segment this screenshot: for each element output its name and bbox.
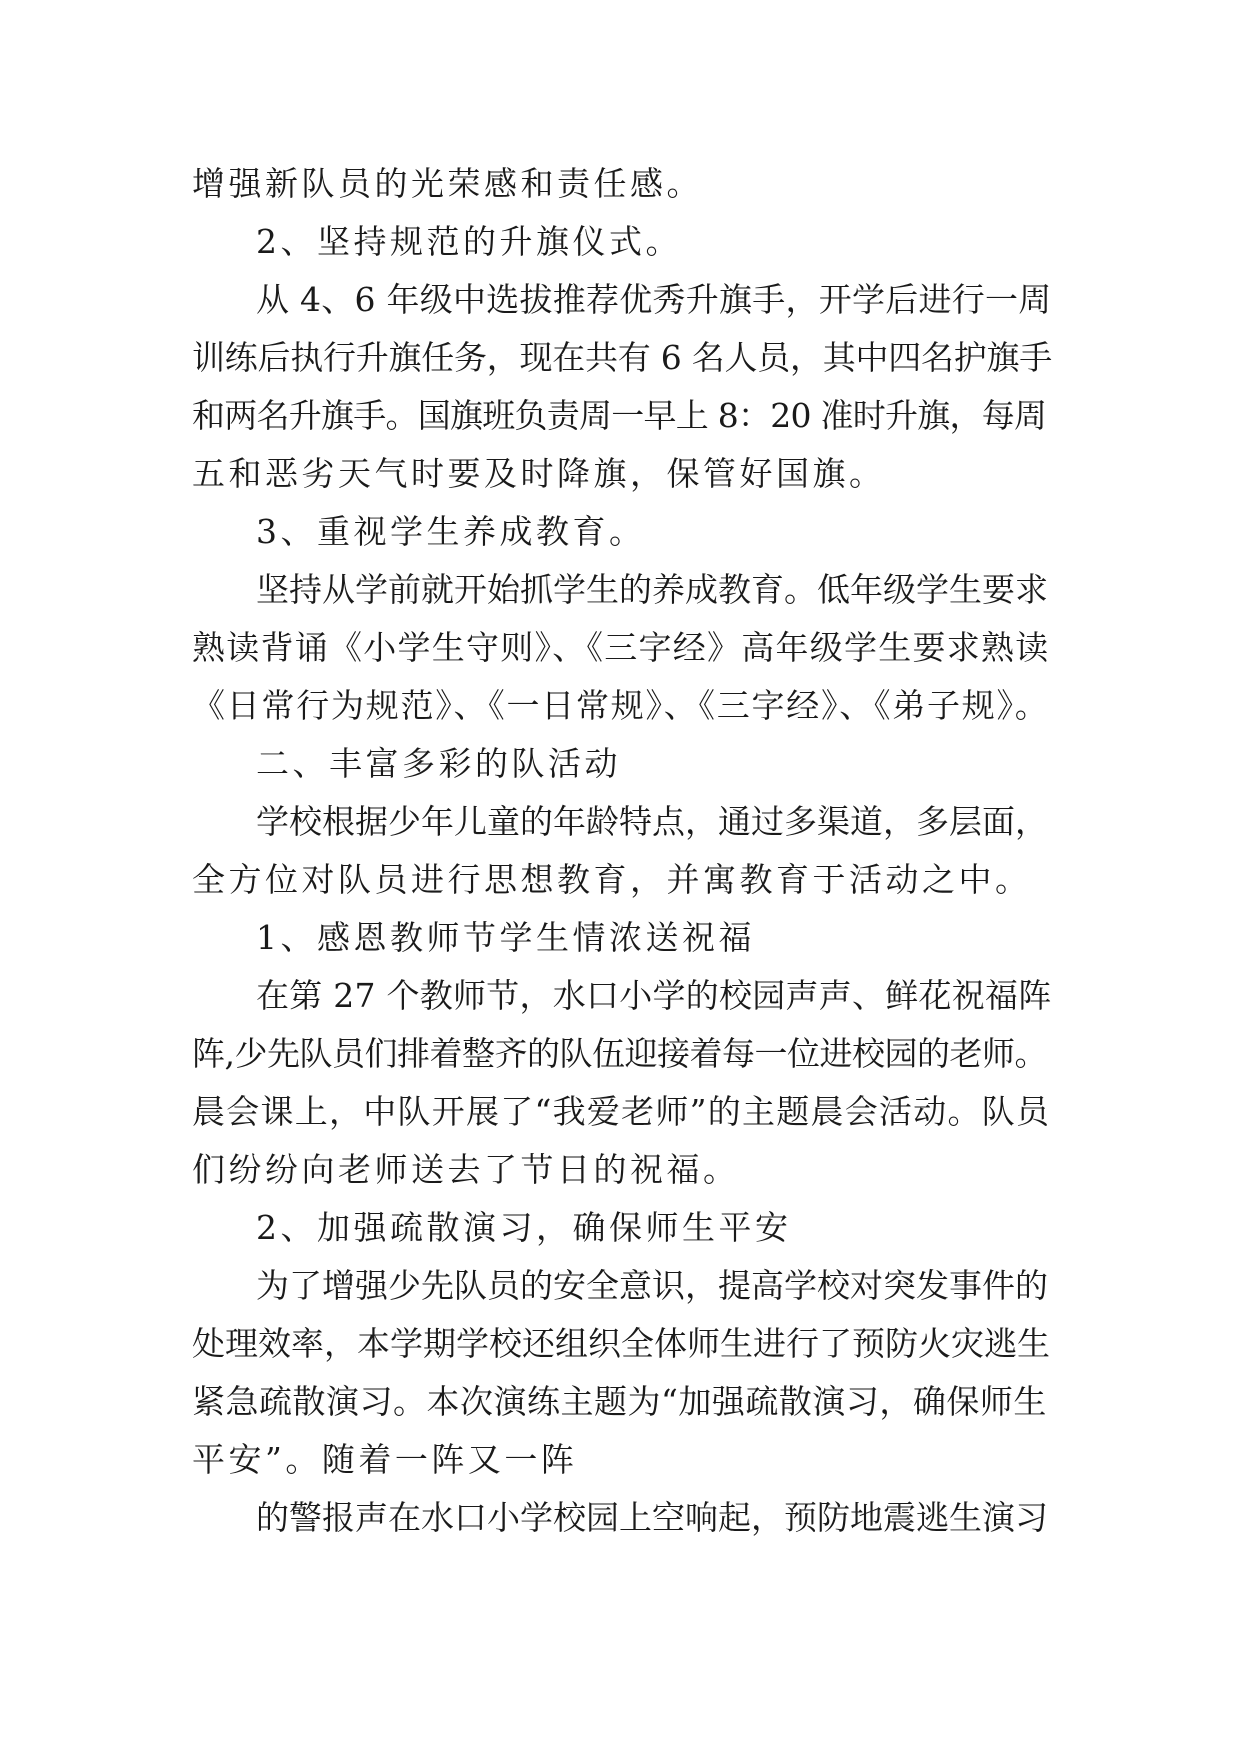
paragraph-line: 阵,少先队员们排着整齐的队伍迎接着每一位进校园的老师。: [192, 1034, 1047, 1073]
paragraph-line: 五和恶劣天气时要及时降旗，保管好国旗。: [192, 454, 886, 493]
paragraph-line: 熟读背诵《小学生守则》、《三字经》高年级学生要求熟读: [192, 628, 1050, 667]
paragraph-line: 紧急疏散演习。本次演练主题为“加强疏散演习，确保师生: [192, 1382, 1047, 1421]
paragraph-line: 从 4、6 年级中选拔推荐优秀升旗手，开学后进行一周: [256, 280, 1052, 319]
paragraph-line: 和两名升旗手。国旗班负责周一早上 8：20 准时升旗，每周: [192, 396, 1047, 435]
paragraph-line: 们纷纷向老师送去了节日的祝福。: [192, 1150, 740, 1189]
paragraph-line: 平安”。随着一阵又一阵: [192, 1440, 578, 1479]
paragraph-line: 训练后执行升旗任务，现在共有 6 名人员，其中四名护旗手: [192, 338, 1052, 377]
paragraph-line: 晨会课上，中队开展了“我爱老师”的主题晨会活动。队员: [192, 1092, 1051, 1131]
section-heading: 2、加强疏散演习，确保师生平安: [256, 1208, 792, 1247]
paragraph-line: 坚持从学前就开始抓学生的养成教育。低年级学生要求: [256, 570, 1048, 609]
section-heading: 3、重视学生养成教育。: [256, 512, 646, 551]
section-heading: 1、感恩教师节学生情浓送祝福: [256, 918, 755, 957]
paragraph-line: 在第 27 个教师节，水口小学的校园声声、鲜花祝福阵: [256, 976, 1052, 1015]
paragraph-line: 为了增强少先队员的安全意识，提高学校对突发事件的: [256, 1266, 1048, 1305]
paragraph-line: 处理效率，本学期学校还组织全体师生进行了预防火灾逃生: [192, 1324, 1050, 1363]
paragraph-line: 《日常行为规范》、《一日常规》、《三字经》、《弟子规》。: [192, 686, 1050, 725]
paragraph-line: 全方位对队员进行思想教育，并寓教育于活动之中。: [192, 860, 1032, 899]
paragraph-line: 学校根据少年儿童的年龄特点，通过多渠道，多层面，: [256, 802, 1048, 841]
paragraph-line: 增强新队员的光荣感和责任感。: [192, 164, 703, 203]
section-heading: 二、丰富多彩的队活动: [256, 744, 621, 783]
paragraph-line: 的警报声在水口小学校园上空响起，预防地震逃生演习: [256, 1498, 1048, 1537]
section-heading: 2、坚持规范的升旗仪式。: [256, 222, 682, 261]
